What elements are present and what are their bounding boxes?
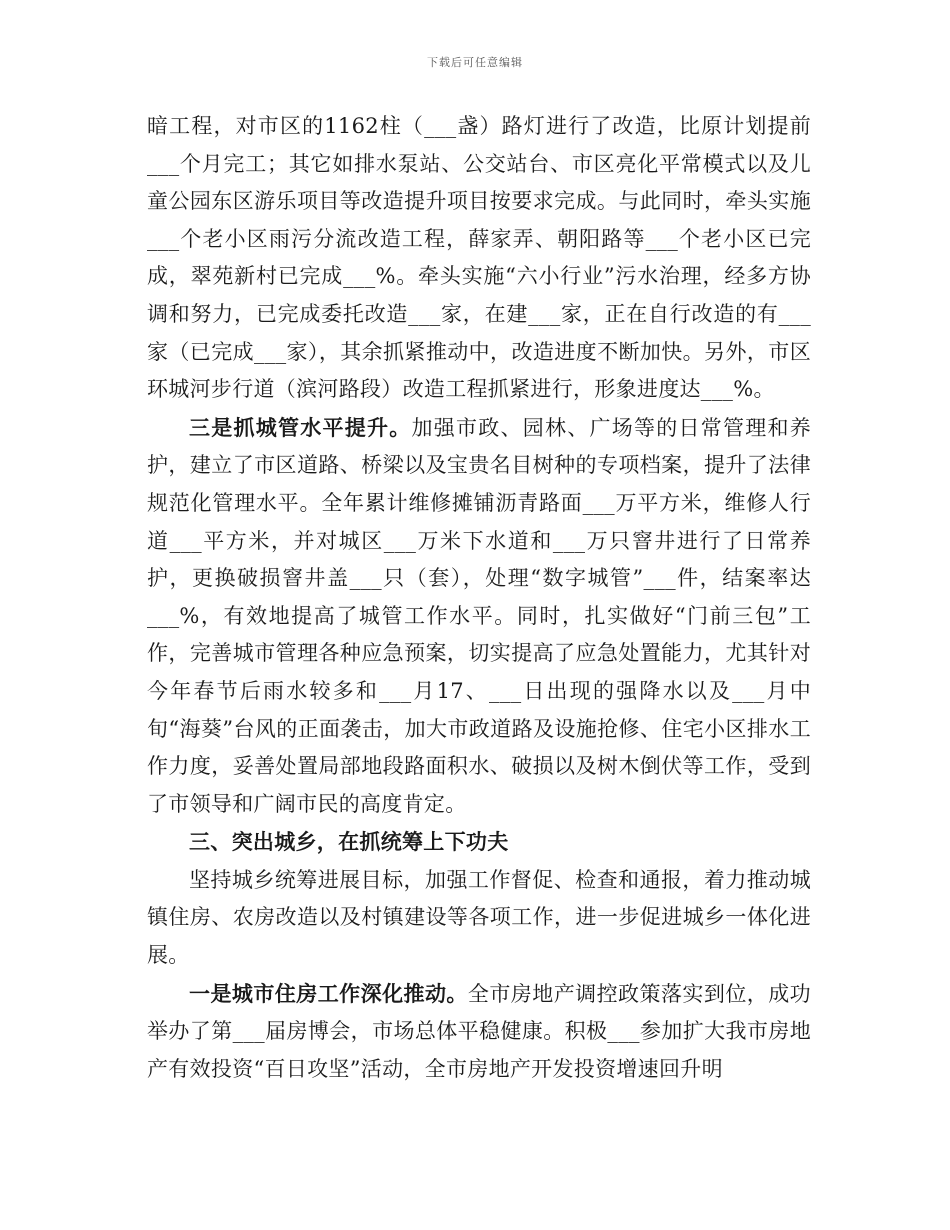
header-note: 下载后可任意编辑: [427, 56, 523, 69]
paragraph-text: 坚持城乡统筹进展目标，加强工作督促、检查和通报，着力推动城镇住房、农房改造以及村镇建设等各项工作，进一步促进城乡一体化进展。: [147, 867, 811, 968]
document-body: [147, 108, 811, 1088]
paragraph-lead: 三是抓城管水平提升。: [189, 414, 412, 440]
paragraph-text: 全市房地产调控政策落实到位，成功举办了第___届房博会，市场总体平稳健康。积极___参加扩大我市房地产有效投资“百日攻坚”活动，全市房地产开发投资增速回升明: [147, 981, 811, 1081]
paragraph-text: 暗工程，对市区的1162柱（___盏）路灯进行了改造，比原计划提前___个月完工；其它如排水泵站、公交站台、市区亮化平常模式以及儿童公园东区游乐项目等改造提升项目按要求完成。与此同时，牵头实施___个老小区雨污分流改造工程，薛家弄、朝阳路等___个老小区已完成，翠苑新村已完成___%。牵头实施“六小行业”污水治理，经多方协调和努力，已完成委托改造___家，在建___家，正在自行改造的有___家（已完成___家），其余抓紧推动中，改造进度不断加快。另外，市区环城河步行道（滨河路段）改造工程抓紧进行，形象进度达___%。: [147, 114, 811, 402]
paragraph-housing: [147, 975, 811, 1089]
paragraph-text: 加强市政、园林、广场等的日常管理和养护，建立了市区道路、桥梁以及宝贵名目树种的专项档案，提升了法律规范化管理水平。全年累计维修摊铺沥青路面___万平方米，维修人行道___平方米，并对城区___万米下水道和___万只窨井进行了日常养护，更换破损窨井盖___只（套），处理“数字城管”___件，结案率达___%，有效地提高了城管工作水平。同时，扎实做好“门前三包”工作，完善城市管理各种应急预案，切实提高了应急处置能力，尤其针对今年春节后雨水较多和___月17、___日出现的强降水以及___月中旬“海葵”台风的正面袭击，加大市政道路及设施抢修、住宅小区排水工作力度，妥善处置局部地段路面积水、破损以及树木倒伏等工作，受到了市领导和广阔市民的高度肯定。: [147, 415, 811, 816]
section-heading-text: 三、突出城乡，在抓统筹上下功夫: [189, 829, 509, 855]
section-heading: [147, 823, 811, 862]
paragraph-lead: 一是城市住房工作深化推动。: [189, 980, 468, 1006]
paragraph-city-management: [147, 409, 811, 824]
paragraph-continuation: [147, 108, 811, 409]
paragraph-urban-rural: [147, 862, 811, 975]
